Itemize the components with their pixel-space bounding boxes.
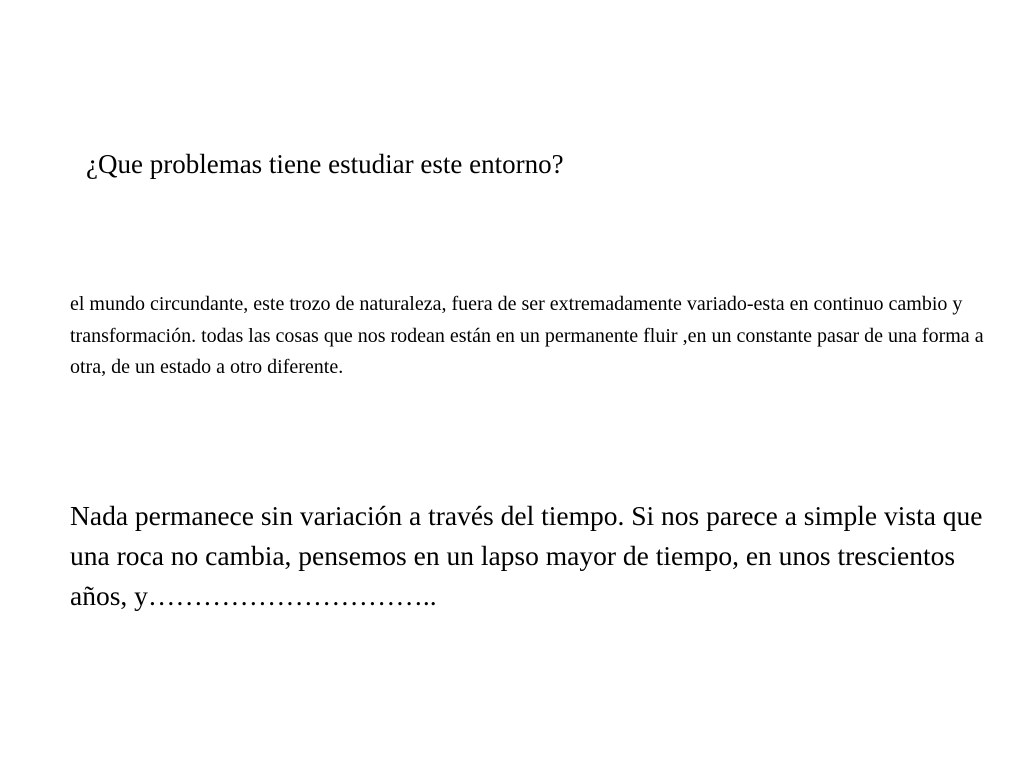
paragraph-nothing-permanent: Nada permanece sin variación a través del tiempo. Si nos parece a simple vista que una roca no cambia, pensemos en un lapso mayor de tiempo, en unos trescientos años, y…………………………..: [70, 500, 983, 611]
paragraph-world-change: el mundo circundante, este trozo de naturaleza, fuera de ser extremadamente variado-esta en continuo cambio y transformación. todas las cosas que nos rodean están en un permanente fluir ,en un constante pasar de una forma a otra, de un estado a otro diferente.: [70, 293, 984, 378]
slide-title: ¿Que problemas tiene estudiar este entorno?: [86, 149, 564, 179]
